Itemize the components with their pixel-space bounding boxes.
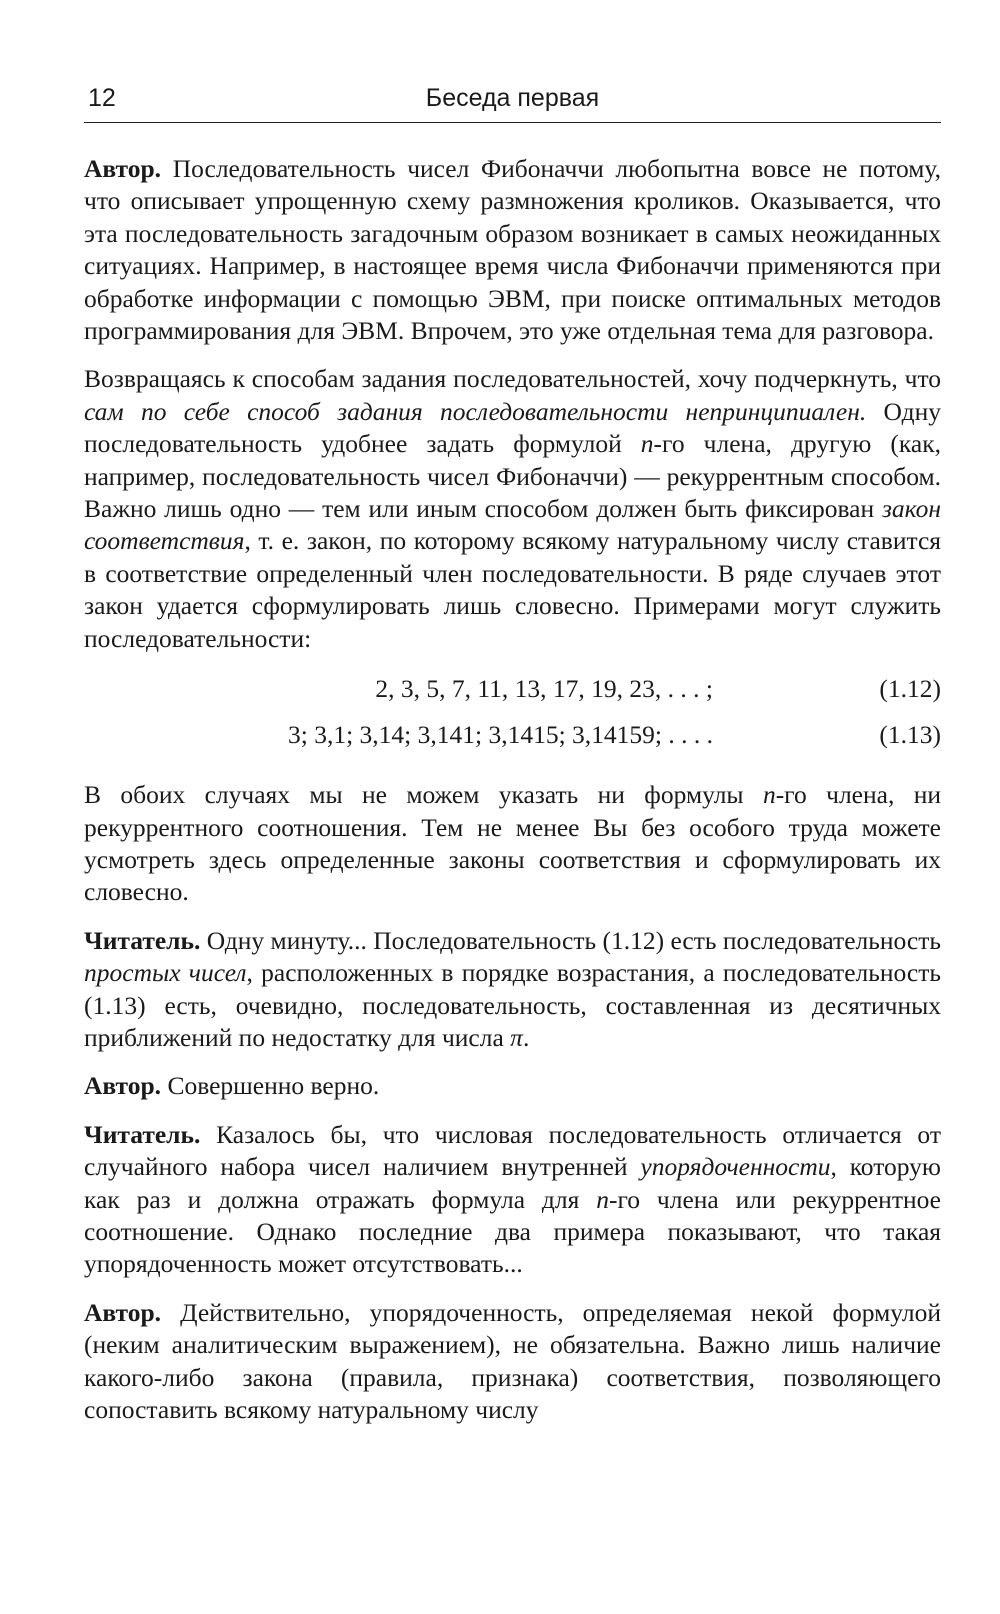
formula-expression: 3; 3,1; 3,14; 3,141; 3,1415; 3,14159; . . . . [287, 720, 713, 750]
text-run: . [522, 1022, 530, 1052]
equation-label: (1.12) [879, 674, 941, 704]
math-variable-n: n [596, 1184, 609, 1214]
paragraph-reader-2 [84, 1119, 941, 1281]
paragraph-text: Действительно, упорядоченность, определяемая некой формулой (неким аналитическим выражением), не обязательна. Важно лишь наличие какого-либо закона (правила, признака) соответствия, позволяющего сопоставить всякому натуральному числу [84, 1297, 941, 1424]
text-run: -го члена, другую (как, например, последовательность чисел Фибоначчи) — рекуррентным способом. Важно лишь одно — тем или иным способом должен быть фиксирован [84, 429, 941, 524]
text-run: Казалось бы, что числовая последовательность отличается от случайного набора чисел наличием внутренней [84, 1119, 941, 1182]
formula-block [84, 671, 941, 763]
math-symbol-pi: π [510, 1022, 523, 1052]
paragraph-narrative-2 [84, 779, 941, 909]
formula-expression: 2, 3, 5, 7, 11, 13, 17, 19, 23, . . . ; [375, 674, 713, 704]
book-page [84, 70, 941, 1442]
emphasis-text: сам по себе способ задания последовательности непринципиален. [84, 396, 867, 426]
running-title: Беседа первая [425, 84, 600, 112]
text-run: -го члена, ни рекуррентного соотношения. Тем не менее Вы без особого труда можете усмотреть здесь определенные законы соответствия и сформулировать их словесно. [84, 780, 941, 907]
speaker-label: Автор. [84, 1071, 162, 1101]
page-header [84, 70, 941, 123]
text-run: Возвращаясь к способам задания последовательностей, хочу подчеркнуть, что [84, 364, 941, 394]
page-number: 12 [88, 84, 116, 112]
emphasis-text: простых чисел [84, 958, 247, 988]
paragraph-text: Последовательность чисел Фибоначчи любопытна вовсе не потому, что описывает упрощенную схему размножения кроликов. Оказывается, что эта последовательность загадочным образом возникает в самых неожиданных ситуациях. Например, в настоящее время числа Фибоначчи применяются при обработке информации с помощью ЭВМ, при поиске оптимальных методов программирования для ЭВМ. Впрочем, это уже отдельная тема для разговора. [84, 154, 941, 346]
equation-label: (1.13) [879, 720, 941, 750]
speaker-label: Автор. [84, 154, 162, 183]
math-variable-n: n [640, 429, 654, 459]
paragraph-author-2 [84, 1070, 941, 1102]
paragraph-author-3 [84, 1297, 941, 1427]
text-run: , которую как раз и должна отражать формула для [84, 1152, 941, 1214]
paragraph-reader-1 [84, 925, 941, 1055]
emphasis-text: упорядоченности [640, 1152, 831, 1182]
text-run: , т. е. закон, по которому всякому натуральному числу ставится в соответствие определенный член последовательности. В ряде случаев этот закон удается сформулировать лишь словесно. Примерами могут служить последовательности: [84, 526, 941, 653]
speaker-label: Читатель. [84, 925, 201, 955]
speaker-label: Автор. [84, 1297, 162, 1327]
paragraph-text: Совершенно верно. [161, 1071, 380, 1101]
body-text [84, 153, 941, 1426]
emphasis-text: закон соответствия [84, 494, 941, 556]
text-run: Одну минуту... Последовательность (1.12) есть последовательность [200, 925, 941, 955]
text-run: -го члена или рекуррентное соотношение. Однако последние два примера показывают, что такая упорядоченность может отсутствовать... [84, 1184, 941, 1279]
text-run: В обоих случаях мы не можем указать ни формулы [84, 780, 763, 810]
paragraph-narrative-1 [84, 363, 941, 655]
formula-row-1-12 [84, 671, 941, 717]
text-run: , расположенных в порядке возрастания, а последовательность (1.13) есть, очевидно, последовательность, составленная из десятичных приближений по недостатку для числа [84, 958, 941, 1052]
speaker-label: Читатель. [84, 1119, 201, 1149]
formula-row-1-13 [84, 717, 941, 763]
paragraph-author-1 [84, 153, 941, 347]
math-variable-n: n [762, 780, 776, 810]
text-run: Одну последовательность удобнее задать формулой [84, 396, 941, 459]
